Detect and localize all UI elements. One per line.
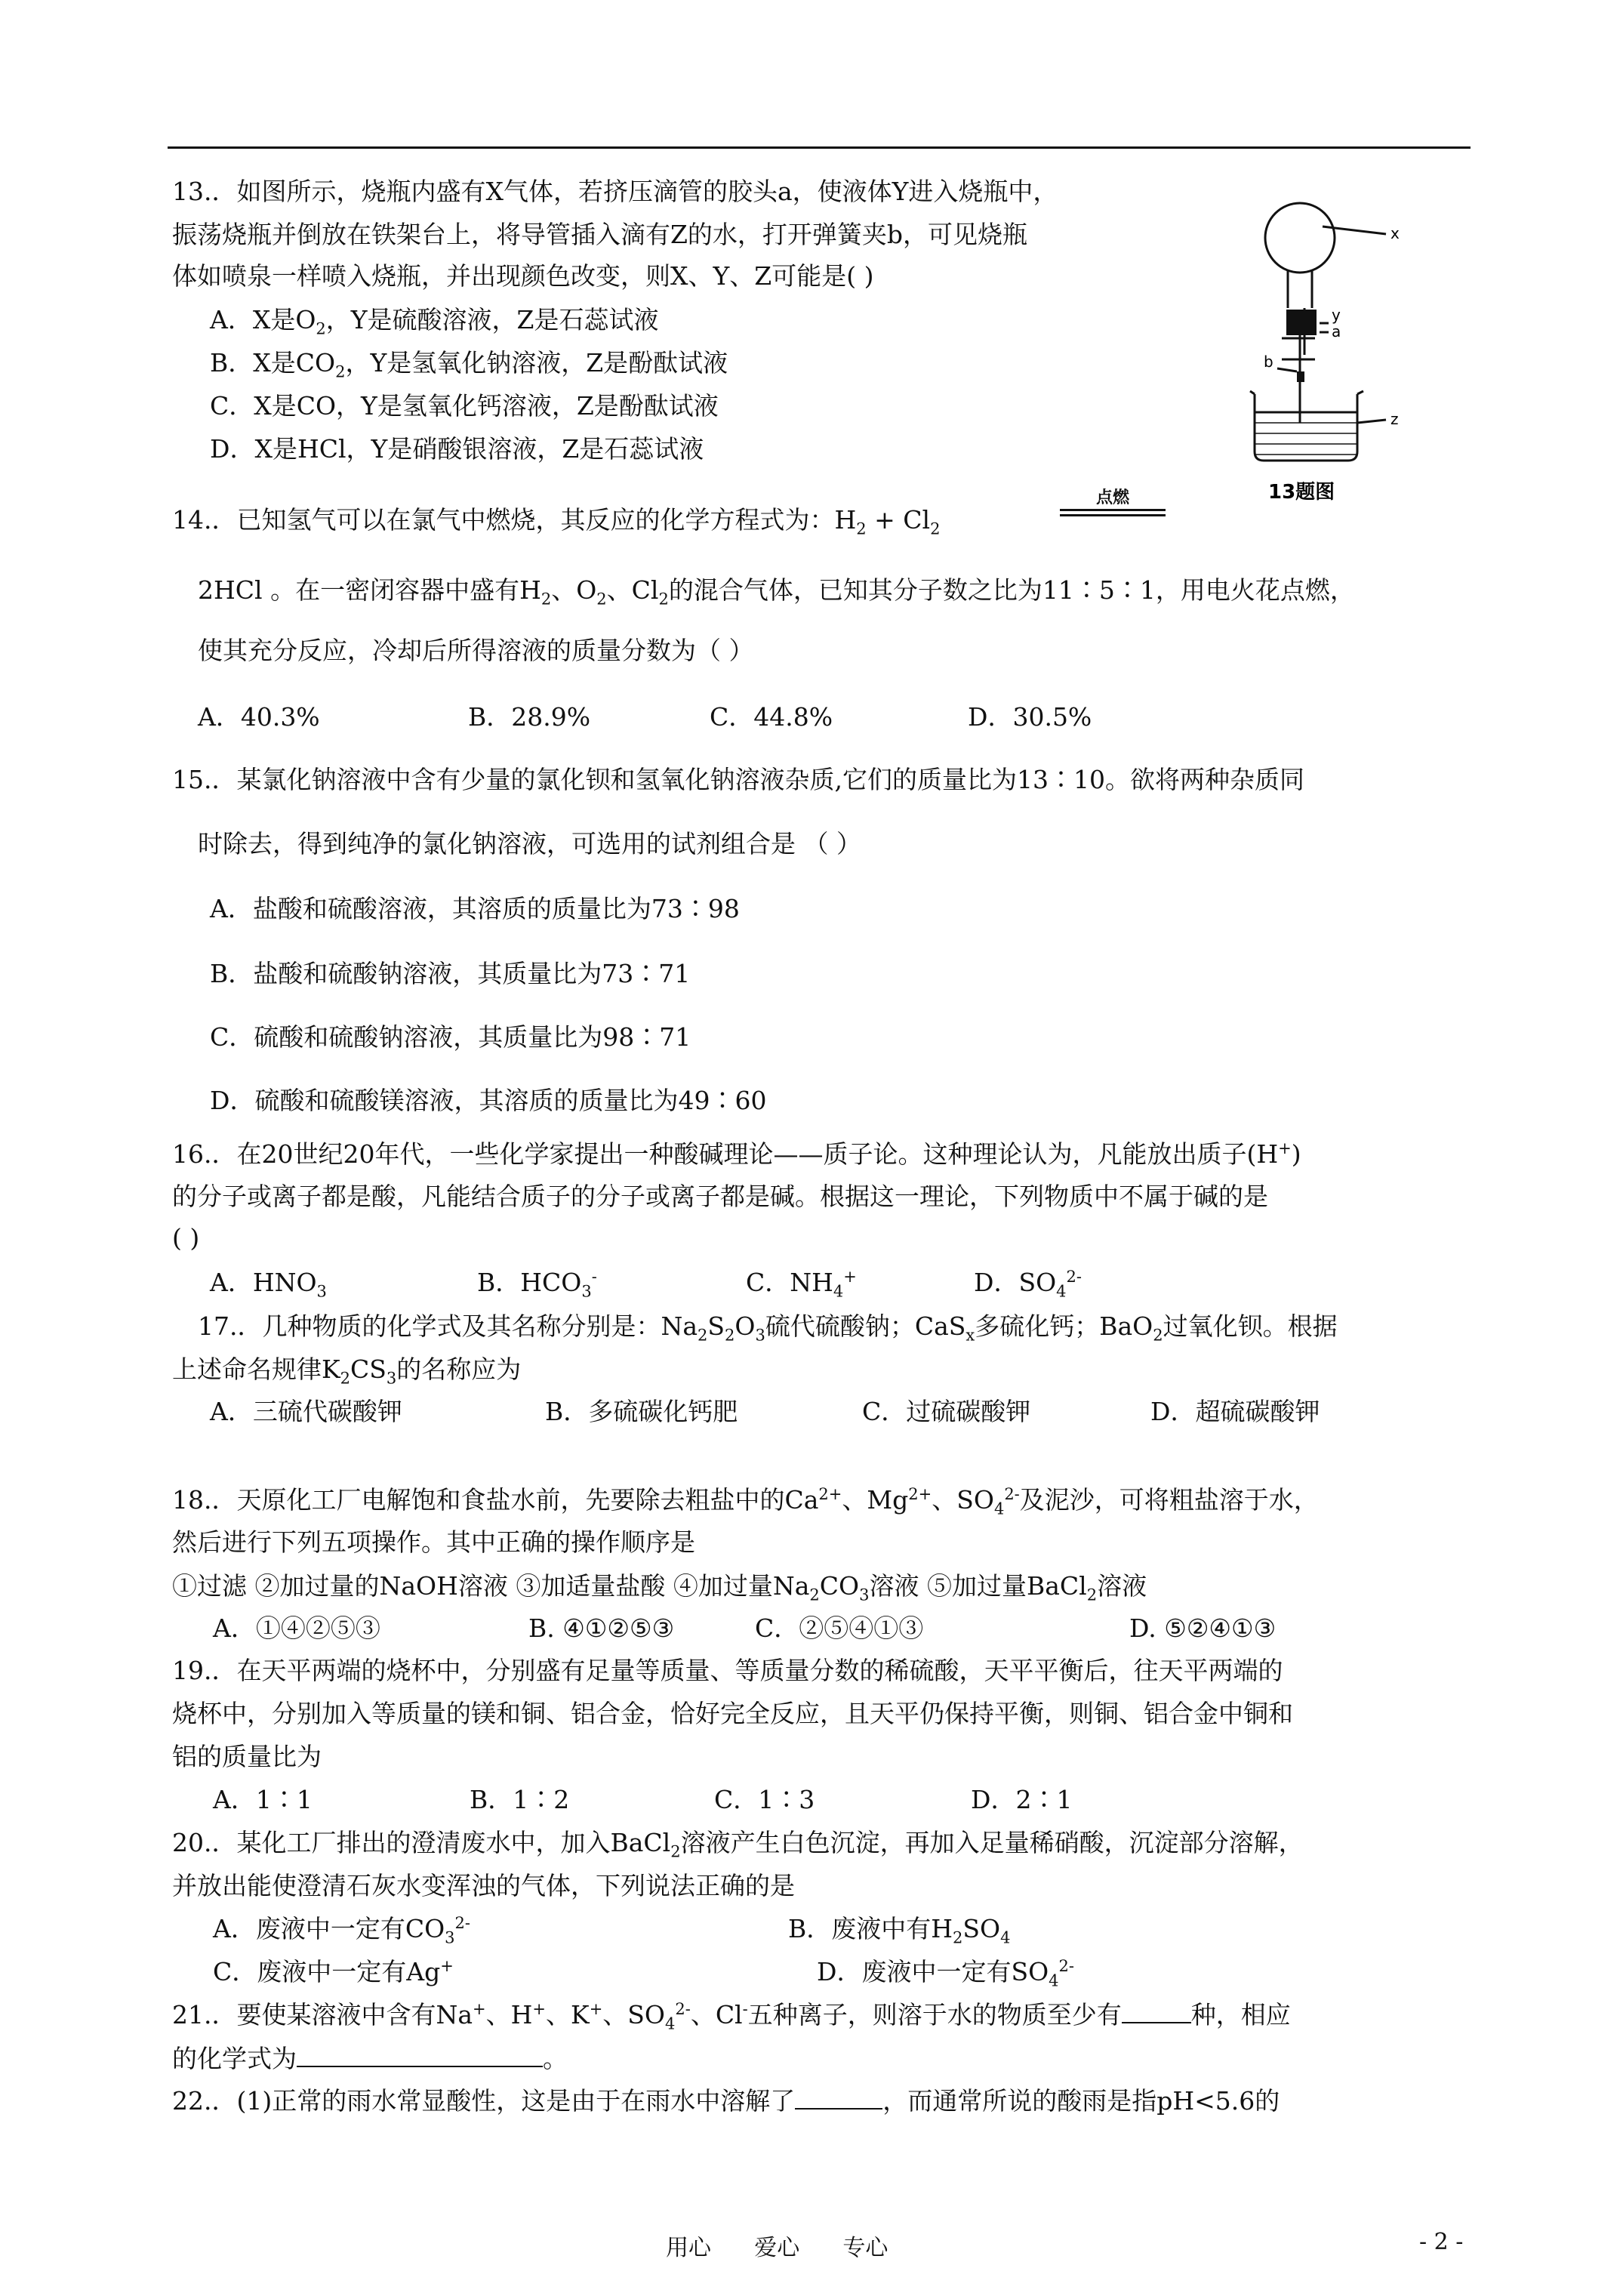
q18-operations: ①过滤 ②加过量的NaOH溶液 ③加适量盐酸 ④加过量$Na_2CO_3$溶液 ⑤加过量BaCl$_2$溶液 bbox=[172, 1571, 1147, 1604]
q16-option-d: D．$SO_4^{2-}$ bbox=[974, 1268, 1082, 1301]
q17-option-d: D．超硫碳酸钾 bbox=[1150, 1397, 1320, 1426]
q20-option-b: B．废液中有$H_2SO_4$ bbox=[788, 1914, 1011, 1947]
q15-option-d: D．硫酸和硫酸镁溶液，其溶质的质量比为49∶60 bbox=[210, 1086, 767, 1115]
figure-label-b: b bbox=[1264, 353, 1273, 371]
q17-option-c: C．过硫碳酸钾 bbox=[862, 1397, 1031, 1426]
q18-option-d: D. ⑤②④①③ bbox=[1129, 1613, 1277, 1643]
flask-bulb bbox=[1265, 203, 1335, 273]
equal-sign bbox=[1060, 509, 1166, 516]
reaction-condition bbox=[1060, 489, 1166, 524]
footer-motto: 用心 爱心 专心 bbox=[666, 2235, 888, 2261]
q17-option-a: A．三硫代碳酸钾 bbox=[210, 1397, 402, 1426]
q15-option-c: C．硫酸和硫酸钠溶液，其质量比为98∶71 bbox=[210, 1022, 691, 1052]
answer-blank-count[interactable] bbox=[1122, 1999, 1191, 2023]
q15-option-a: A．盐酸和硫酸溶液，其溶质的质量比为73∶98 bbox=[210, 894, 740, 923]
q17-stem-line2: 上述命名规律$K_2CS_3$的名称应为 bbox=[172, 1354, 522, 1388]
q18-stem-line1: 18.．天原化工厂电解饱和食盐水前，先要除去粗盐中的$Ca^{2+}$、$Mg^{2+}$、$SO_4^{2-}$及泥沙，可将粗盐溶于水， bbox=[172, 1485, 1319, 1518]
q19-stem-line2: 烧杯中，分别加入等质量的镁和铜、铝合金，恰好完全反应，且天平仍保持平衡，则铜、铝合金中铜和 bbox=[172, 1699, 1293, 1728]
page-number: - 2 - bbox=[1419, 2229, 1464, 2255]
q16-stem-line3: ( ) bbox=[172, 1223, 200, 1253]
q21-stem-line2: 的化学式为 。 bbox=[172, 2044, 568, 2073]
q20-option-a: A．废液中一定有$CO_3^{2-}$ bbox=[213, 1914, 470, 1947]
answer-blank-dissolved[interactable] bbox=[795, 2085, 882, 2110]
figure-label-z: z bbox=[1390, 410, 1399, 428]
q18-option-a: A．①④②⑤③ bbox=[213, 1613, 380, 1643]
q18-option-c: C．②⑤④①③ bbox=[755, 1613, 924, 1643]
q16-stem-line2: 的分子或离子都是酸，凡能结合质子的分子或离子都是碱。根据这一理论，下列物质中不属于碱的是 bbox=[172, 1182, 1268, 1211]
beaker bbox=[1255, 394, 1357, 461]
q15-option-b: B．盐酸和硫酸钠溶液，其质量比为73∶71 bbox=[210, 959, 691, 988]
q18-stem-line2: 然后进行下列五项操作。其中正确的操作顺序是 bbox=[172, 1527, 695, 1557]
figure-label-x: x bbox=[1390, 224, 1400, 242]
q17-stem-line1: 17.．几种物质的化学式及其名称分别是：$Na_2S_2O_3$硫代硫酸钠；CaS$_x$多硫化钙；BaO$_2$过氧化钡。根据 bbox=[198, 1311, 1338, 1345]
q16-stem-line1: 16.．在20世纪20年代，一些化学家提出一种酸碱理论——质子论。这种理论认为，凡能放出质子(H+) bbox=[172, 1139, 1301, 1169]
q22-stem-line1: 22.．(1)正常的雨水常显酸性，这是由于在雨水中溶解了 ，而通常所说的酸雨是指pH<5.6的 bbox=[172, 2086, 1280, 2116]
fountain-apparatus-figure bbox=[1238, 196, 1464, 506]
q19-option-a: A．1∶1 bbox=[213, 1785, 313, 1814]
q20-option-c: C．废液中一定有Ag+ bbox=[213, 1957, 454, 1986]
q17-option-b: B．多硫碳化钙肥 bbox=[545, 1397, 738, 1426]
figure-label-y: y bbox=[1332, 306, 1341, 324]
q15-stem-line1: 15.．某氯化钠溶液中含有少量的氯化钡和氢氧化钠溶液杂质,它们的质量比为13∶10。欲将两种杂质同 bbox=[172, 765, 1304, 794]
q20-stem-line1: 20.．某化工厂排出的澄清废水中，加入BaCl$_2$溶液产生白色沉淀，再加入足量稀硝酸，沉淀部分溶解， bbox=[172, 1828, 1304, 1861]
q14-stem-line1: 14.．已知氢气可以在氯气中燃烧，其反应的化学方程式为：$H_2 + Cl_2$ bbox=[172, 505, 941, 538]
q13-option-b: B．X是$CO_2$，Y是氢氧化钠溶液，Z是酚酞试液 bbox=[210, 348, 728, 381]
q15-stem-line2: 时除去，得到纯净的氯化钠溶液，可选用的试剂组合是 （ ） bbox=[198, 829, 861, 858]
q20-option-d: D．废液中一定有$SO_4^{2-}$ bbox=[817, 1957, 1074, 1990]
q13-stem-line3: 体如喷泉一样喷入烧瓶，并出现颜色改变，则X、Y、Z可能是( ) bbox=[172, 261, 874, 291]
q14-stem-line3: 使其充分反应，冷却后所得溶液的质量分数为（ ） bbox=[198, 636, 754, 665]
q16-option-a: A．$HNO_3$ bbox=[210, 1268, 327, 1301]
q19-option-b: B．1∶2 bbox=[470, 1785, 570, 1814]
figure-label-a: a bbox=[1332, 322, 1341, 341]
q14-option-c: C．44.8% bbox=[710, 702, 833, 732]
q19-option-d: D．2∶1 bbox=[971, 1785, 1073, 1814]
q19-option-c: C．1∶3 bbox=[714, 1785, 815, 1814]
header-rule bbox=[168, 146, 1471, 149]
q14-stem-line2: 2HCl 。在一密闭容器中盛有$H_2$、$O_2$、$Cl_2$的混合气体，已知其分子数之比为11∶5∶1，用电火花点燃， bbox=[198, 575, 1355, 609]
figure-caption: 13题图 bbox=[1268, 481, 1335, 504]
q19-stem-line1: 19.．在天平两端的烧杯中，分别盛有足量等质量、等质量分数的稀硫酸，天平平衡后，往天平两端的 bbox=[172, 1656, 1283, 1685]
q13-option-d: D．X是HCl，Y是硝酸银溶液，Z是石蕊试液 bbox=[210, 434, 704, 464]
q14-option-b: B．28.9% bbox=[468, 702, 591, 732]
q14-option-a: A．40.3% bbox=[198, 702, 320, 732]
q16-option-c: C．$NH_4^+$ bbox=[746, 1268, 857, 1301]
q19-stem-line3: 铝的质量比为 bbox=[172, 1742, 322, 1771]
condition-text: 点燃 bbox=[1095, 488, 1129, 507]
q13-stem-line2: 振荡烧瓶并倒放在铁架台上，将导管插入滴有Z的水，打开弹簧夹b，可见烧瓶 bbox=[172, 220, 1028, 249]
q13-option-a: A．X是$O_2$，Y是硫酸溶液，Z是石蕊试液 bbox=[210, 305, 659, 338]
q21-stem-line1: 21.．要使某溶液中含有Na+、H+、K+、$SO_4^{2-}$、Cl-五种离子，则溶于水的物质至少有 种，相应 bbox=[172, 2000, 1291, 2033]
q16-option-b: B．$HCO_3^-$ bbox=[477, 1268, 597, 1301]
answer-blank-formula[interactable] bbox=[297, 2043, 543, 2067]
q14-option-d: D．30.5% bbox=[968, 702, 1092, 732]
q18-option-b: B. ④①②⑤③ bbox=[528, 1613, 675, 1643]
q13-stem-line1: 13.．如图所示，烧瓶内盛有X气体，若挤压滴管的胶头a，使液体Y进入烧瓶中， bbox=[172, 177, 1058, 206]
stopper bbox=[1286, 310, 1317, 335]
q13-option-c: C．X是CO，Y是氢氧化钙溶液，Z是酚酞试液 bbox=[210, 391, 719, 421]
q20-stem-line2: 并放出能使澄清石灰水变浑浊的气体，下列说法正确的是 bbox=[172, 1871, 795, 1900]
